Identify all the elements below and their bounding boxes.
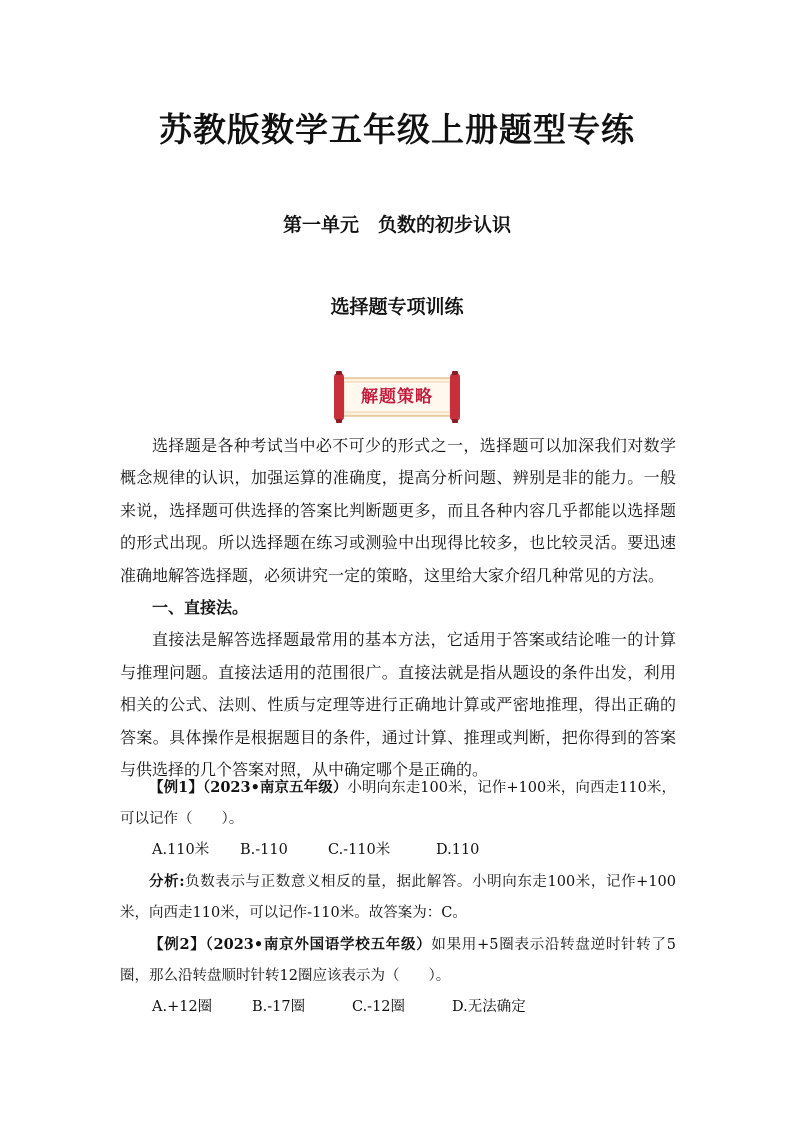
example2-option-c: C.-12圈: [352, 999, 406, 1015]
analysis-label: 分析:: [149, 873, 185, 890]
example2-label: 【例2】: [149, 936, 206, 953]
example2-option-b: B.-17圈: [252, 999, 306, 1015]
example1-option-d: D.110: [436, 842, 480, 858]
example1-source: （2023•南京五年级）: [202, 779, 348, 796]
example2-question-text: 如果用+5圈表示沿转盘逆时针转了5圈，那么沿转盘顺时针转12圈应该表示为（ ）。: [120, 937, 676, 984]
example1-analysis: [120, 866, 676, 929]
example1-option-a: A.110米: [152, 842, 210, 858]
example1-options: [120, 835, 676, 866]
example1-option-c: C.-110米: [328, 842, 391, 858]
example2-options: [120, 992, 676, 1023]
example1-label: 【例1】: [149, 779, 203, 796]
document-title: 苏教版数学五年级上册题型专练: [159, 110, 635, 149]
example2-option-a: A.+12圈: [152, 999, 213, 1015]
example1-question-text: 小明向东走100米，记作+100米，向西走110米，可以记作（ ）。: [120, 780, 676, 827]
example2-option-d: D.无法确定: [452, 999, 526, 1015]
method1-heading: 一、直接法。: [152, 598, 249, 618]
analysis-text: 负数表示与正数意义相反的量，据此解答。小明向东走100米，记作+100米，向西走110米，可以记作-110米。故答案为：C。: [120, 874, 677, 921]
section-subtitle: 选择题专项训练: [330, 296, 464, 318]
example2-question: [120, 929, 676, 992]
method1-paragraph: 直接法是解答选择题最常用的基本方法，它适用于答案或结论唯一的计算与推理问题。直接法适用的范围很广。直接法就是指从题设的条件出发，利用相关的公式、法则、性质与定理等进行正确地计算或严密地推理，得出正确的答案。具体操作是根据题目的条件，通过计算、推理或判断，把你得到的答案与供选择的几个答案对照，从中确定哪个是正确的。: [120, 630, 676, 780]
banner-label: 解题策略: [361, 387, 433, 407]
example1-question: [120, 772, 676, 835]
example-block: [120, 772, 676, 1023]
scroll-banner: [330, 370, 464, 424]
example1-option-b: B.-110: [240, 842, 288, 858]
intro-paragraph-block: [120, 430, 676, 786]
unit-title: 第一单元 负数的初步认识: [282, 214, 511, 236]
intro-paragraph: 选择题是各种考试当中必不可少的形式之一，选择题可以加深我们对数学概念规律的认识，加强运算的准确度，提高分析问题、辨别是非的能力。一般来说，选择题可供选择的答案比判断题更多，而且各种内容几乎都能以选择题的形式出现。所以选择题在练习或测验中出现得比较多，也比较灵活。要迅速准确地解答选择题，必须讲究一定的策略，这里给大家介绍几种常见的方法。: [120, 436, 676, 585]
example2-source: （2023•南京外国语学校五年级）: [205, 936, 432, 953]
